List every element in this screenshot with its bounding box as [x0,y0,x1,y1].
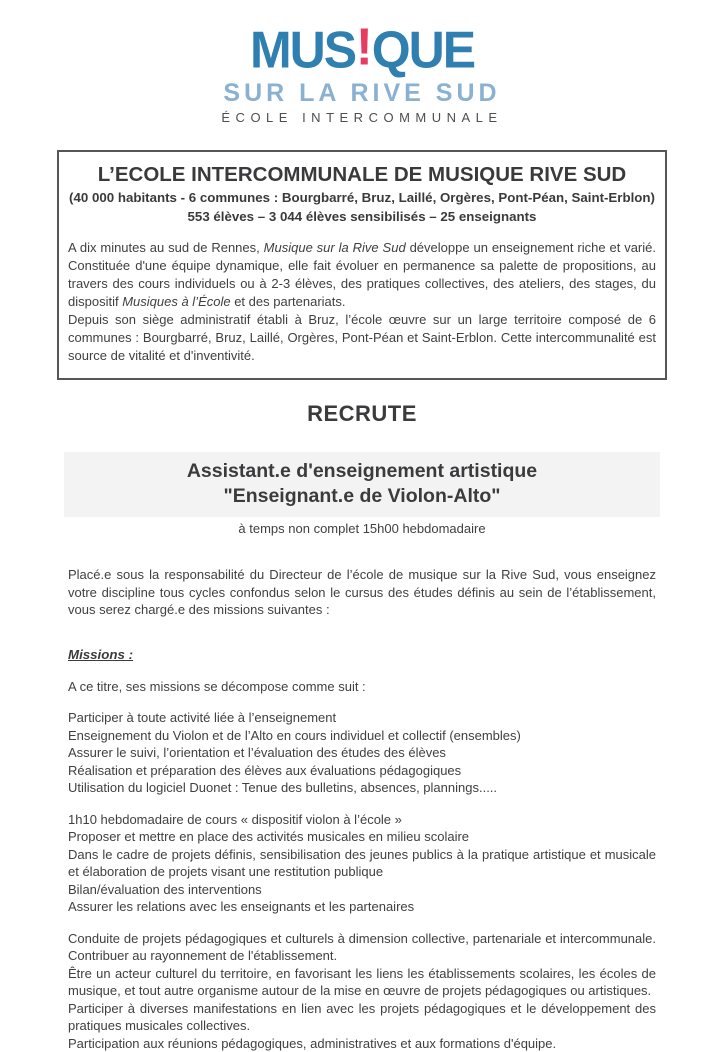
logo-tagline: SUR LA RIVE SUD [0,81,724,106]
mission-item: Participer à diverses manifestations en lien avec les projets pédagogiques et le développement des pratiques musicales collectives. [68,1000,656,1035]
mission-item: Enseignement du Violon et de l’Alto en cours individuel et collectif (ensembles) [68,727,656,745]
mission-item: Être un acteur culturel du territoire, en favorisant les liens les établissements scolaires, les écoles de musique, et tout autre organisme autour de la mise en œuvre de projets pédagogiques ou artistiques. [68,965,656,1000]
school-stats-line: 553 élèves – 3 044 élèves sensibilisés – 25 enseignants [68,208,656,226]
mission-item: Bilan/évaluation des interventions [68,881,656,899]
mission-item: Utilisation du logiciel Duonet : Tenue des bulletins, absences, plannings..... [68,779,656,797]
school-logo [0,0,724,124]
mission-item: Participation aux réunions pédagogiques, administratives et aux formations d'équipe. [68,1035,656,1052]
missions-teaching-list [68,709,656,797]
school-communes-line: (40 000 habitants - 6 communes : Bourgbarré, Bruz, Laillé, Orgères, Pont-Péan, Saint-Erblon) [68,189,656,207]
mission-item: Conduite de projets pédagogiques et culturels à dimension collective, partenariale et intercommunale. Contribuer au rayonnement de l'établissement. [68,930,656,965]
mission-item: Proposer et mettre en place des activités musicales en milieu scolaire [68,828,656,846]
logo-wordmark-prefix: MUS [250,21,355,79]
job-title-line1: Assistant.e d'enseignement artistique [64,459,660,484]
mission-item: Assurer le suivi, l’orientation et l’évaluation des études des élèves [68,744,656,762]
logo-exclamation-icon: ! [355,18,372,76]
school-description-paragraph-2: Depuis son siège administratif établi à Bruz, l’école œuvre sur un large territoire composé de 6 communes : Bourgbarré, Bruz, Laillé, Orgères, Pont-Péan et Saint-Erblon. Cette intercommunalité est source de vitalité et d'inventivité. [68,311,656,365]
mission-item: 1h10 hebdomadaire de cours « dispositif violon à l’école » [68,811,656,829]
posting-body [68,566,656,1052]
school-description-paragraph-1: A dix minutes au sud de Rennes, Musique sur la Rive Sud développe un enseignement riche et varié. Constituée d'une équipe dynamique, elle fait évoluer en permanence sa palette de propositions, au travers des cours individuels ou à 2-3 élèves, des pratiques collectives, des ateliers, des stages, du dispositif Musiques à l’École et des partenariats. [68,239,656,311]
school-info-box [57,150,667,380]
recruit-heading: RECRUTE [0,401,724,427]
contract-hours: à temps non complet 15h00 hebdomadaire [0,521,724,536]
intro-paragraph: Placé.e sous la responsabilité du Directeur de l’école de musique sur la Rive Sud, vous enseignez votre discipline tous cycles confondus selon le cursus des études définis au sein de l’établissement, vous serez chargé.e des missions suivantes : [68,566,656,619]
logo-subtitle: ÉCOLE INTERCOMMUNALE [0,111,724,124]
mission-item: Participer à toute activité liée à l’enseignement [68,709,656,727]
missions-heading: Missions : [68,647,656,662]
missions-intro: A ce titre, ses missions se décompose comme suit : [68,678,656,696]
job-title-line2: "Enseignant.e de Violon-Alto" [64,484,660,509]
mission-item: Réalisation et préparation des élèves aux évaluations pédagogiques [68,762,656,780]
missions-school-list [68,811,656,916]
job-title-banner [64,452,660,517]
mission-item: Dans le cadre de projets définis, sensibilisation des jeunes publics à la pratique artistique et musicale et élaboration de projets visant une restitution publique [68,846,656,881]
logo-wordmark-suffix: QUE [372,21,474,79]
mission-item: Assurer les relations avec les enseignants et les partenaires [68,898,656,916]
missions-projects-list [68,930,656,1052]
school-title: L’ECOLE INTERCOMMUNALE DE MUSIQUE RIVE SUD [68,162,656,188]
logo-wordmark [0,21,724,79]
